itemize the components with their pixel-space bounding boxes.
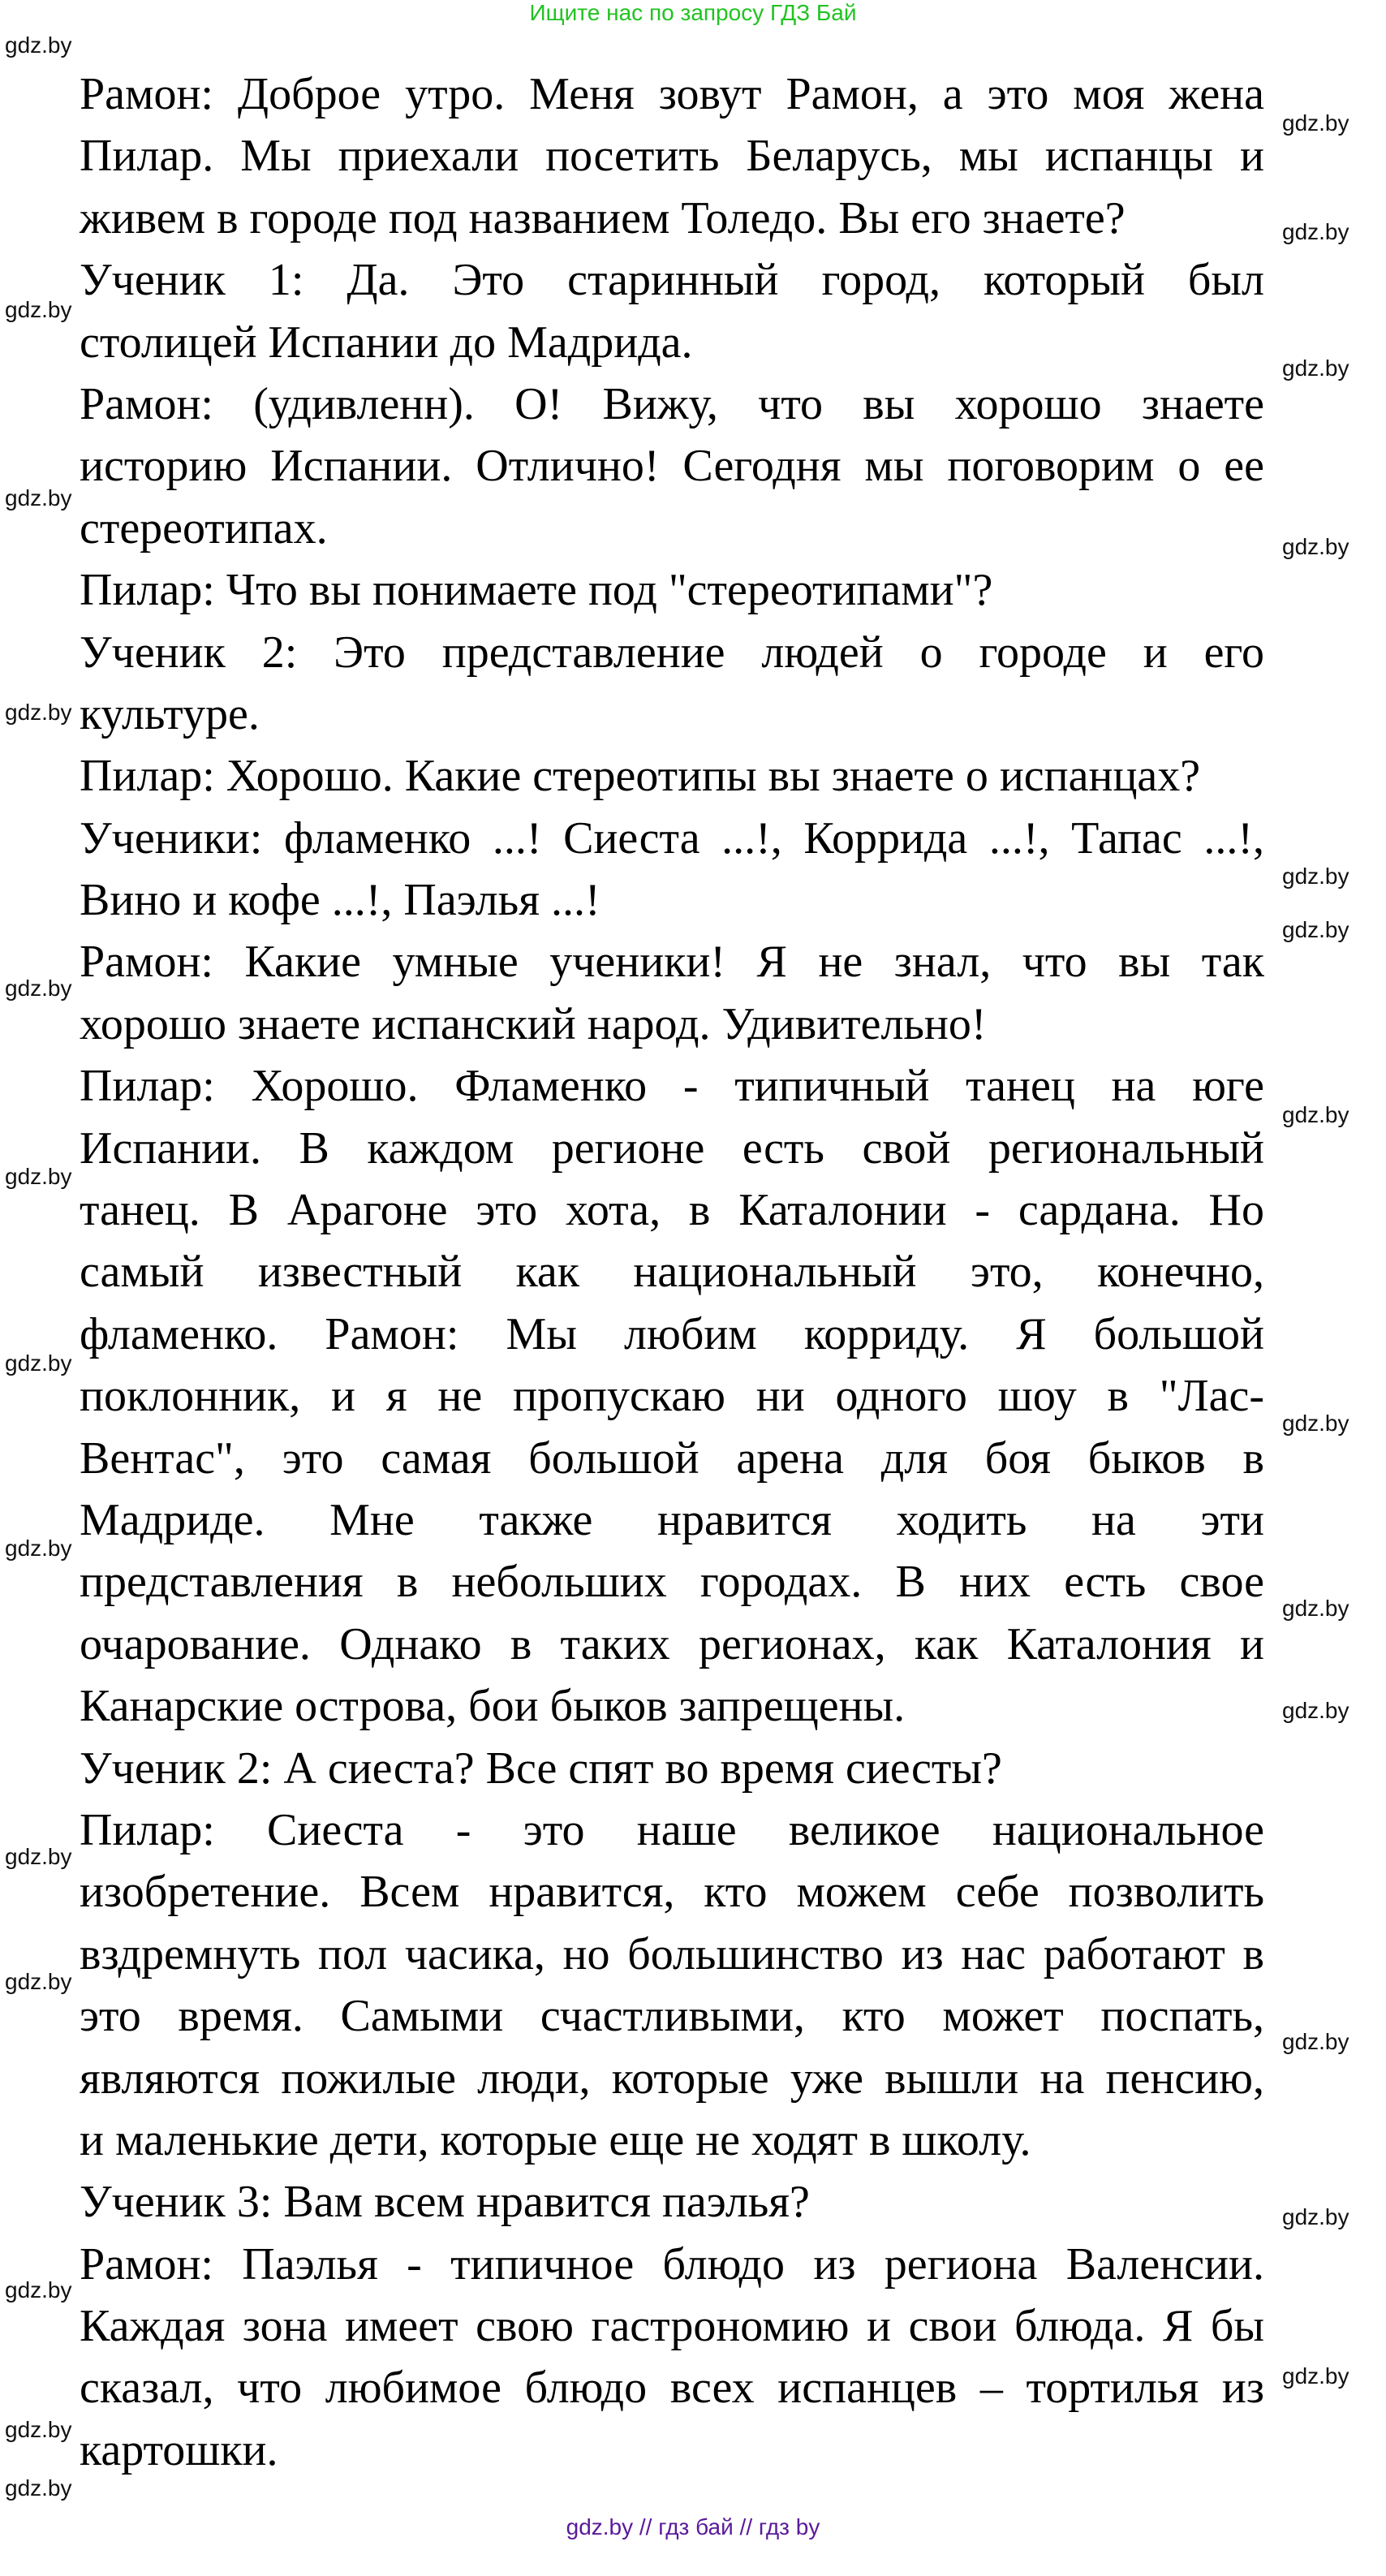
dialogue-paragraph: [80, 931, 1264, 1055]
text-line: [80, 1241, 1264, 1303]
text-line: [80, 1738, 1264, 1799]
watermark-text: gdz.by: [1282, 1698, 1349, 1723]
text-line-content: фламенко. Рамон: Мы любим корриду. Я большой: [80, 1308, 1264, 1359]
text-line-content: Канарские острова, бои быков запрещены.: [80, 1681, 906, 1732]
text-line-content: Ученик 1: Да. Это старинный город, который был: [80, 255, 1264, 306]
text-line-content: картошки.: [80, 2424, 278, 2475]
text-line: [80, 249, 1264, 311]
text-line-content: являются пожилые люди, которые уже вышли на пенсию,: [80, 2053, 1264, 2104]
text-line: [80, 1613, 1264, 1675]
watermark-text: gdz.by: [5, 297, 72, 322]
text-line: [80, 1551, 1264, 1613]
text-line: [80, 993, 1264, 1055]
watermark-text: gdz.by: [5, 976, 72, 1001]
text-line-content: Рамон: (удивленн). О! Вижу, что вы хорошо знаете: [80, 378, 1264, 429]
text-line-content: и маленькие дети, которые еще не ходят в школу.: [80, 2114, 1031, 2165]
text-line: [80, 2419, 1264, 2481]
text-line: [80, 808, 1264, 869]
text-line: [80, 373, 1264, 435]
text-line-content: живем в городе под названием Толедо. Вы его знаете?: [80, 192, 1126, 243]
text-line: [80, 869, 1264, 931]
dialogue-paragraph: [80, 808, 1264, 932]
text-line-content: столицей Испании до Мадрида.: [80, 317, 693, 368]
text-line: [80, 1179, 1264, 1241]
dialogue-paragraph: [80, 63, 1264, 249]
text-line-content: Вентас", это самая большой арена для боя быков в: [80, 1432, 1264, 1484]
text-line: [80, 2171, 1264, 2233]
dialogue-paragraph: [80, 1738, 1264, 1799]
text-line-content: это время. Самыми счастливыми, кто может поспать,: [80, 1991, 1264, 2042]
text-line-content: танец. В Арагоне это хота, в Каталонии - сардана. Но: [80, 1185, 1264, 1236]
watermark-text: gdz.by: [1282, 1102, 1349, 1127]
text-line: [80, 622, 1264, 683]
text-line: [80, 1861, 1264, 1923]
text-line-content: представления в небольших городах. В них есть свое: [80, 1557, 1264, 1608]
watermark-text: gdz.by: [5, 485, 72, 510]
text-line-content: Пилар: Хорошо. Фламенко - типичный танец на юге: [80, 1061, 1264, 1112]
watermark-text: gdz.by: [5, 2277, 72, 2302]
text-line-content: сказал, что любимое блюдо всех испанцев – тортилья из: [80, 2363, 1264, 2414]
text-line: [80, 125, 1264, 187]
text-line: [80, 187, 1264, 249]
text-line-content: изобретение. Всем нравится, кто можем себе позволить: [80, 1867, 1264, 1918]
text-line: [80, 2357, 1264, 2419]
watermark-text: gdz.by: [1282, 917, 1349, 942]
text-line: [80, 63, 1264, 125]
text-line: [80, 1675, 1264, 1737]
text-line-content: Пилар: Что вы понимаете под "стереотипами"?: [80, 565, 993, 616]
dialogue-paragraph: [80, 249, 1264, 373]
text-line-content: Пилар. Мы приехали посетить Беларусь, мы испанцы и: [80, 131, 1264, 182]
footer-links[interactable]: gdz.by // гдз бай // гдз by: [566, 2514, 820, 2539]
watermark-text: gdz.by: [1282, 2029, 1349, 2054]
text-line: [80, 498, 1264, 559]
text-line-content: Ученик 3: Вам всем нравится паэлья?: [80, 2177, 810, 2228]
watermark-text: gdz.by: [1282, 1411, 1349, 1436]
watermark-text: gdz.by: [5, 2417, 72, 2442]
text-line-content: Пилар: Хорошо. Какие стереотипы вы знаете о испанцах?: [80, 751, 1201, 802]
text-line: [80, 1923, 1264, 1985]
watermark-text: gdz.by: [5, 1969, 72, 1994]
text-line: [80, 2109, 1264, 2171]
text-line: [80, 312, 1264, 373]
text-line: [80, 1428, 1264, 1489]
watermark-text: gdz.by: [5, 32, 72, 58]
watermark-text: gdz.by: [1282, 110, 1349, 136]
text-line: [80, 1118, 1264, 1179]
text-line-content: Вино и кофе ...!, Паэлья ...!: [80, 875, 600, 926]
text-line-content: культуре.: [80, 688, 260, 739]
watermark-text: gdz.by: [5, 1844, 72, 1869]
watermark-text: gdz.by: [5, 1536, 72, 1561]
text-line: [80, 1985, 1264, 2047]
text-line: [80, 1365, 1264, 1427]
text-line: [80, 931, 1264, 993]
text-line-content: очарование. Однако в таких регионах, как Каталония и: [80, 1618, 1264, 1669]
dialogue-paragraph: [80, 1799, 1264, 2171]
watermark-text: gdz.by: [5, 1164, 72, 1189]
dialogue-paragraph: [80, 2234, 1264, 2482]
text-line-content: Пилар: Сиеста - это наше великое национальное: [80, 1804, 1264, 1855]
watermark-text: gdz.by: [1282, 1596, 1349, 1621]
text-line-content: Ученик 2: Это представление людей о городе и его: [80, 627, 1264, 678]
text-line: [80, 559, 1264, 621]
text-line: [80, 2234, 1264, 2295]
dialogue-paragraph: [80, 373, 1264, 559]
dialogue-paragraph: [80, 622, 1264, 746]
text-line: [80, 1489, 1264, 1551]
text-line-content: хорошо знаете испанский народ. Удивительно!: [80, 998, 987, 1049]
text-line: [80, 1055, 1264, 1117]
watermark-text: gdz.by: [5, 2475, 72, 2501]
watermark-text: gdz.by: [1282, 219, 1349, 244]
text-line-content: Каждая зона имеет свою гастрономию и свои блюда. Я бы: [80, 2301, 1264, 2352]
watermark-text: gdz.by: [1282, 355, 1349, 381]
text-line: [80, 1799, 1264, 1861]
dialogue-paragraph: [80, 2171, 1264, 2233]
text-line-content: вздремнуть пол часика, но большинство из нас работают в: [80, 1928, 1264, 1979]
text-line-content: Испании. В каждом регионе есть свой региональный: [80, 1122, 1264, 1174]
text-line: [80, 745, 1264, 807]
dialogue-paragraph: [80, 559, 1264, 621]
text-line: [80, 2295, 1264, 2357]
text-line-content: стереотипах.: [80, 502, 328, 554]
text-line-content: Ученики: фламенко ...! Сиеста ...!, Коррида ...!, Тапас ...!,: [80, 812, 1264, 864]
text-line: [80, 1303, 1264, 1365]
watermark-text: gdz.by: [1282, 864, 1349, 889]
text-line-content: Мадриде. Мне также нравится ходить на эти: [80, 1494, 1264, 1545]
text-line-content: историю Испании. Отлично! Сегодня мы поговорим о ее: [80, 441, 1264, 492]
text-line: [80, 2048, 1264, 2109]
text-line-content: Рамон: Доброе утро. Меня зовут Рамон, а это моя жена: [80, 69, 1264, 119]
search-banner[interactable]: Ищите нас по запросу ГДЗ Бай: [529, 0, 857, 25]
text-line-content: Рамон: Паэлья - типичное блюдо из региона Валенсии.: [80, 2238, 1264, 2290]
dialogue-paragraph: [80, 1055, 1264, 1737]
watermark-text: gdz.by: [5, 1350, 72, 1376]
text-line-content: поклонник, и я не пропускаю ни одного шоу в "Лас-: [80, 1371, 1264, 1422]
text-line: [80, 683, 1264, 745]
text-line-content: Ученик 2: А сиеста? Все спят во время сиесты?: [80, 1742, 1002, 1794]
watermark-text: gdz.by: [1282, 534, 1349, 559]
text-line: [80, 435, 1264, 497]
text-line-content: Рамон: Какие умные ученики! Я не знал, что вы так: [80, 937, 1264, 988]
dialogue-text: [80, 63, 1264, 2481]
dialogue-paragraph: [80, 745, 1264, 807]
watermark-text: gdz.by: [1282, 2204, 1349, 2229]
watermark-text: gdz.by: [5, 700, 72, 725]
watermark-text: gdz.by: [1282, 2363, 1349, 2389]
text-line-content: самый известный как национальный это, конечно,: [80, 1247, 1264, 1298]
